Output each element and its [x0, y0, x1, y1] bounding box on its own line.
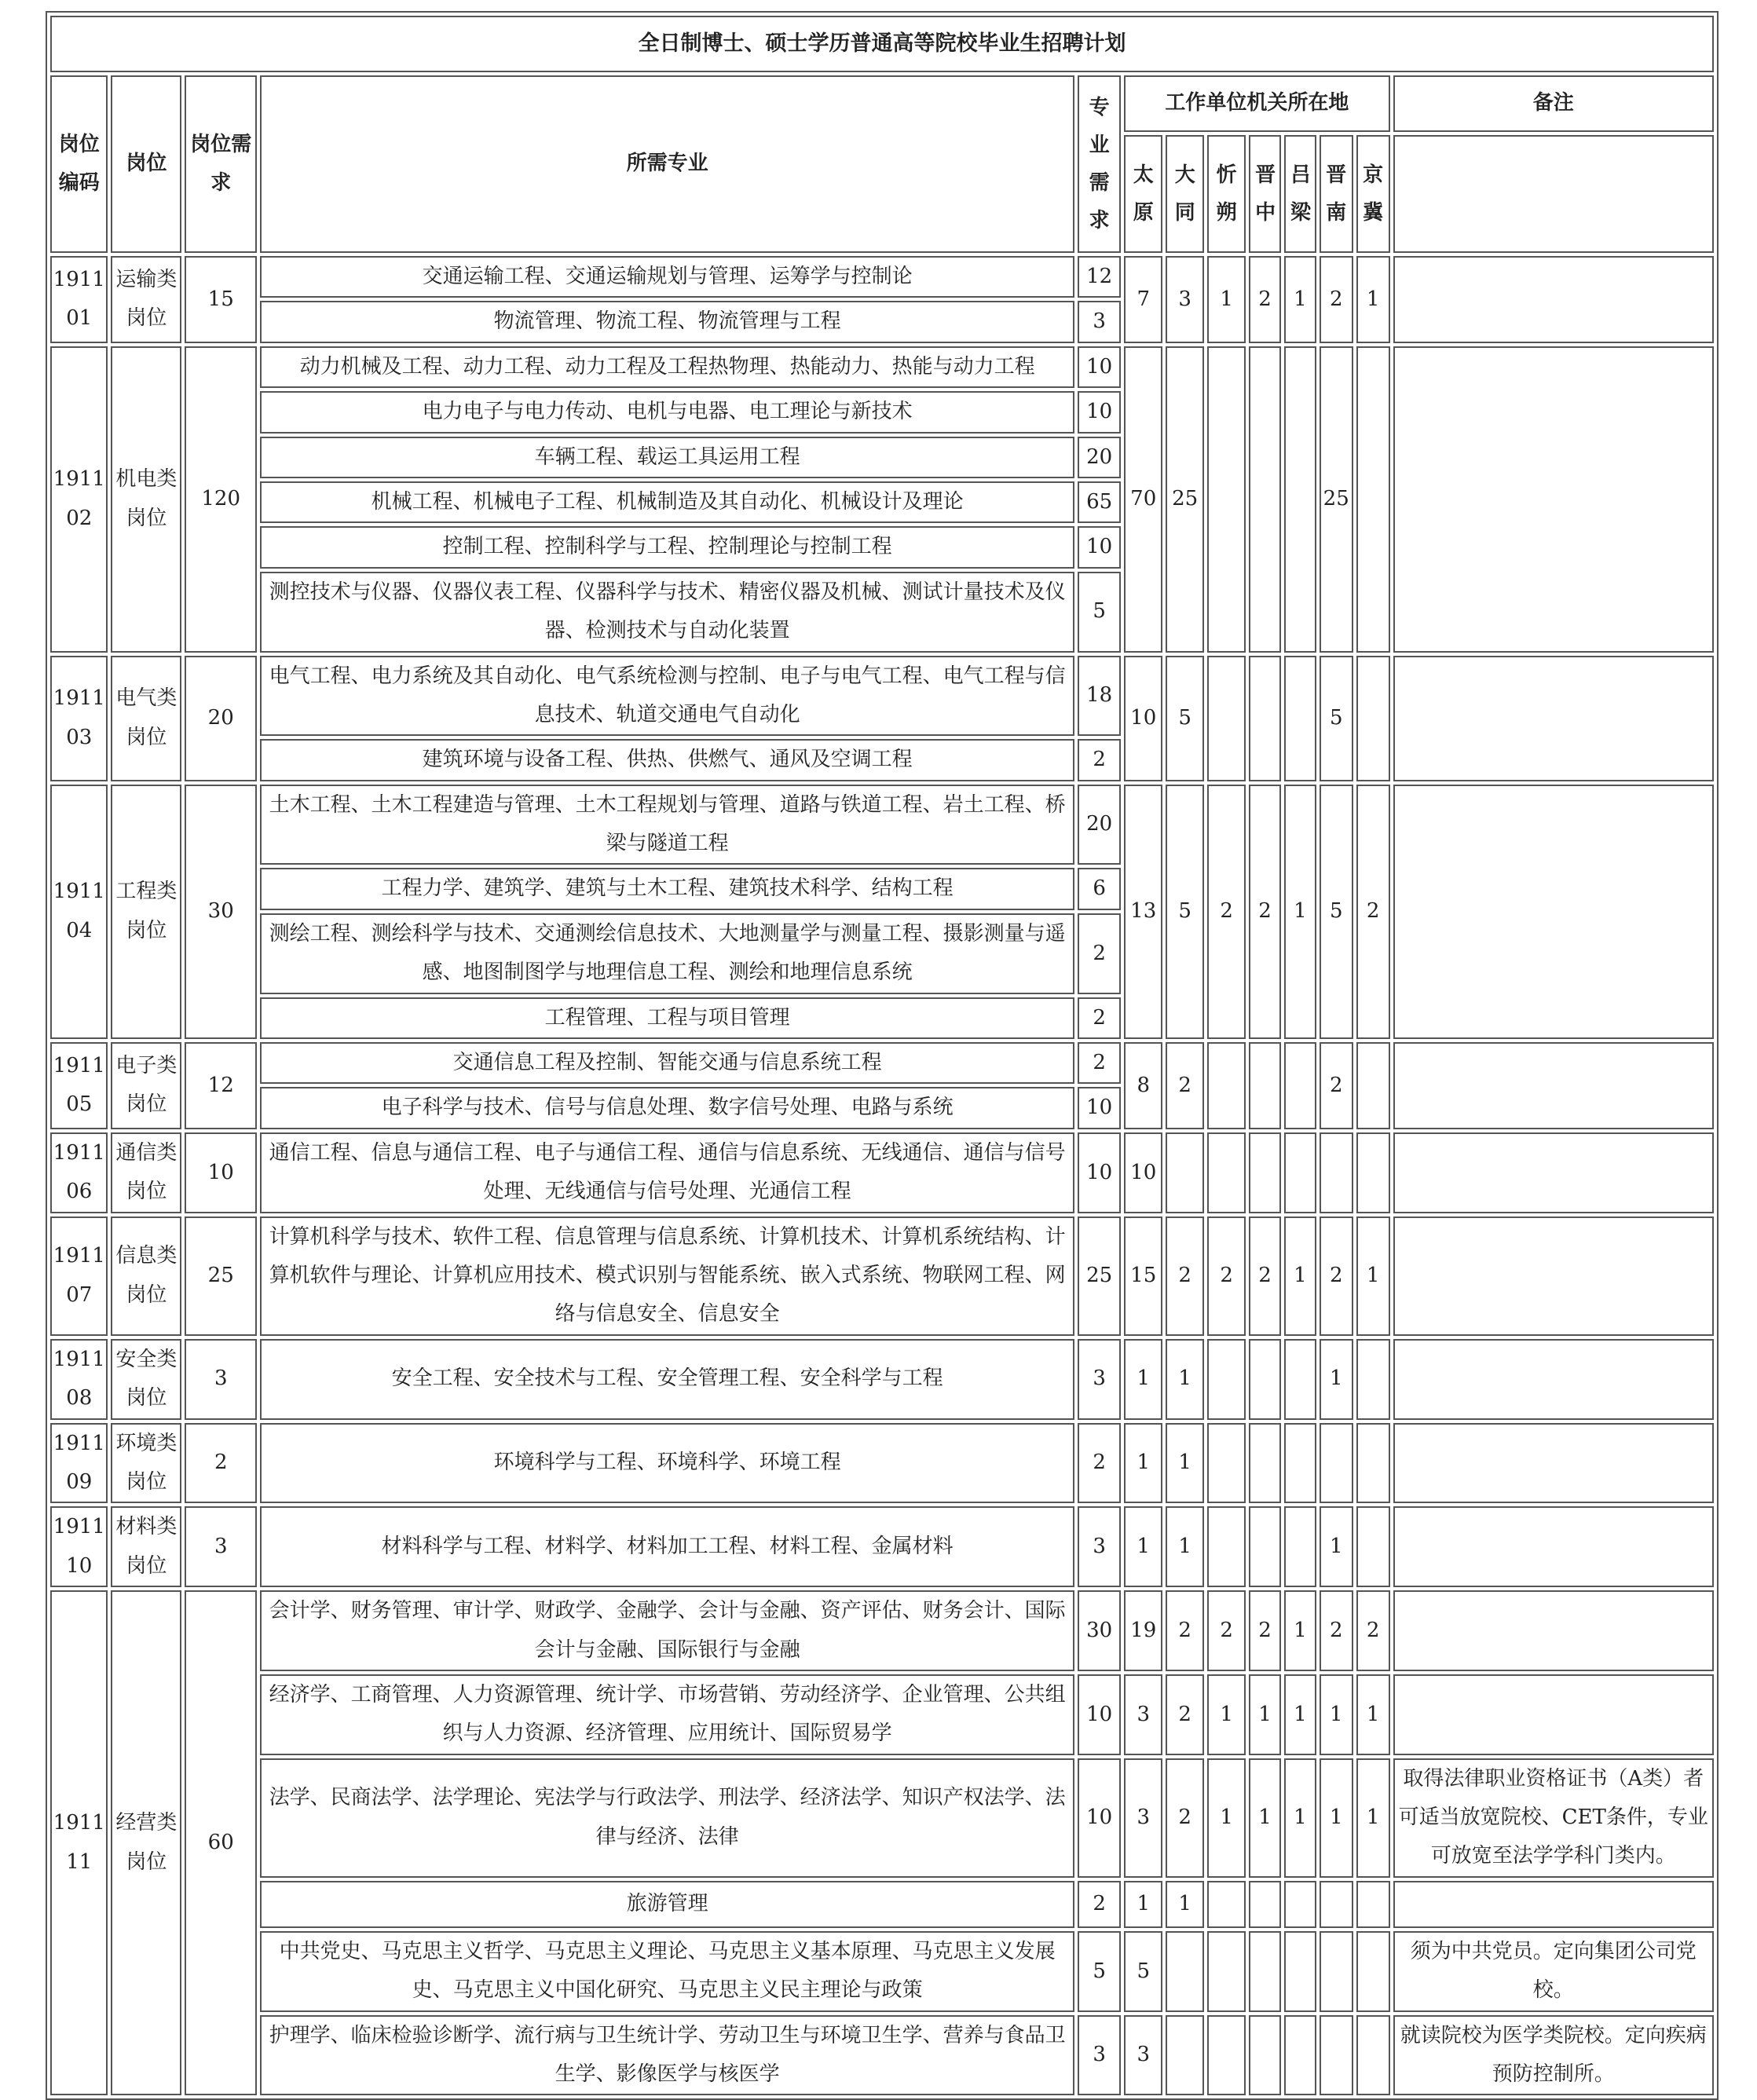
- post-demand-cell: 3: [185, 1506, 257, 1587]
- location-count-lvliang: [1284, 1339, 1316, 1420]
- location-count-jinzhong: 2: [1249, 1216, 1281, 1336]
- major-demand-cell: 20: [1078, 785, 1121, 865]
- majors-cell: 工程力学、建筑学、建筑与土木工程、建筑技术科学、结构工程: [260, 868, 1074, 909]
- remark-cell: [1393, 1132, 1714, 1213]
- location-count-jinzhong: 1: [1249, 1674, 1281, 1755]
- major-demand-cell: 65: [1078, 481, 1121, 523]
- location-count-lvliang: [1284, 1132, 1316, 1213]
- remark-cell: [1393, 1339, 1714, 1420]
- post-code-cell: 191107: [50, 1216, 108, 1336]
- table-row: [50, 346, 1714, 388]
- location-count-taiyuan: 13: [1124, 785, 1162, 1039]
- location-count-taiyuan: 1: [1124, 1423, 1162, 1504]
- header-post-demand: 岗位需求: [185, 75, 257, 253]
- location-count-datong: 1: [1166, 1423, 1204, 1504]
- major-demand-cell: 18: [1078, 656, 1121, 737]
- location-count-jingji: 1: [1356, 256, 1390, 343]
- location-count-lvliang: [1284, 1423, 1316, 1504]
- location-count-lvliang: [1284, 2015, 1316, 2096]
- location-count-jinzhong: [1249, 656, 1281, 781]
- table-row: [50, 256, 1714, 298]
- major-demand-cell: 2: [1078, 1042, 1121, 1084]
- location-count-taiyuan: 10: [1124, 1132, 1162, 1213]
- remark-cell: [1393, 1216, 1714, 1336]
- majors-cell: 通信工程、信息与通信工程、电子与通信工程、通信与信息系统、无线通信、通信与信号处理、无线通信与信号处理、光通信工程: [260, 1132, 1074, 1213]
- post-name-cell: 机电类岗位: [111, 346, 181, 653]
- location-count-taiyuan: 1: [1124, 1881, 1162, 1928]
- major-demand-cell: 25: [1078, 1216, 1121, 1336]
- location-count-xinshuo: [1207, 1423, 1246, 1504]
- header-remarks: 备注: [1393, 75, 1714, 132]
- majors-cell: 机械工程、机械电子工程、机械制造及其自动化、机械设计及理论: [260, 481, 1074, 523]
- post-name-cell: 电子类岗位: [111, 1042, 181, 1129]
- header-location-datong: 大同: [1166, 135, 1204, 253]
- majors-cell: 计算机科学与技术、软件工程、信息管理与信息系统、计算机技术、计算机系统结构、计算机软件与理论、计算机应用技术、模式识别与智能系统、嵌入式系统、物联网工程、网络与信息安全、信息安全: [260, 1216, 1074, 1336]
- major-demand-cell: 3: [1078, 301, 1121, 342]
- major-demand-cell: 2: [1078, 997, 1121, 1039]
- majors-cell: 电子科学与技术、信号与信息处理、数字信号处理、电路与系统: [260, 1087, 1074, 1129]
- majors-cell: 交通运输工程、交通运输规划与管理、运筹学与控制论: [260, 256, 1074, 298]
- location-count-xinshuo: [1207, 656, 1246, 781]
- remark-cell: [1393, 346, 1714, 653]
- location-count-jinnan: [1320, 1881, 1353, 1928]
- location-count-taiyuan: 15: [1124, 1216, 1162, 1336]
- location-count-taiyuan: 70: [1124, 346, 1162, 653]
- post-demand-cell: 20: [185, 656, 257, 781]
- location-count-datong: [1166, 1931, 1204, 2012]
- location-count-jinzhong: [1249, 1506, 1281, 1587]
- majors-cell: 测控技术与仪器、仪器仪表工程、仪器科学与技术、精密仪器及机械、测试计量技术及仪器、检测技术与自动化装置: [260, 572, 1074, 653]
- location-count-jinzhong: [1249, 1881, 1281, 1928]
- location-count-jinnan: [1320, 1931, 1353, 2012]
- table-row: [50, 1931, 1714, 2012]
- post-name-cell: 运输类岗位: [111, 256, 181, 343]
- remark-cell: [1393, 656, 1714, 781]
- location-count-lvliang: 1: [1284, 1758, 1316, 1878]
- majors-cell: 电气工程、电力系统及其自动化、电气系统检测与控制、电子与电气工程、电气工程与信息技术、轨道交通电气自动化: [260, 656, 1074, 737]
- location-count-jingji: [1356, 1881, 1390, 1928]
- location-count-taiyuan: 3: [1124, 1758, 1162, 1878]
- location-count-lvliang: [1284, 1042, 1316, 1129]
- post-name-cell: 信息类岗位: [111, 1216, 181, 1336]
- location-count-xinshuo: [1207, 2015, 1246, 2096]
- majors-cell: 动力机械及工程、动力工程、动力工程及工程热物理、热能动力、热能与动力工程: [260, 346, 1074, 388]
- location-count-taiyuan: 19: [1124, 1590, 1162, 1671]
- majors-cell: 环境科学与工程、环境科学、环境工程: [260, 1423, 1074, 1504]
- location-count-datong: 2: [1166, 1590, 1204, 1671]
- remark-cell: [1393, 1042, 1714, 1129]
- location-count-jinzhong: 2: [1249, 1590, 1281, 1671]
- post-code-cell: 191106: [50, 1132, 108, 1213]
- major-demand-cell: 10: [1078, 1758, 1121, 1878]
- location-count-lvliang: [1284, 1506, 1316, 1587]
- location-count-jingji: 1: [1356, 1674, 1390, 1755]
- major-demand-cell: 3: [1078, 1339, 1121, 1420]
- location-count-jinnan: [1320, 2015, 1353, 2096]
- location-count-xinshuo: [1207, 1339, 1246, 1420]
- major-demand-cell: 10: [1078, 1087, 1121, 1129]
- location-count-jingji: [1356, 1931, 1390, 2012]
- post-code-cell: 191110: [50, 1506, 108, 1587]
- location-count-datong: 2: [1166, 1216, 1204, 1336]
- location-count-jingji: [1356, 1423, 1390, 1504]
- location-count-taiyuan: 5: [1124, 1931, 1162, 2012]
- location-count-jinnan: 2: [1320, 1042, 1353, 1129]
- table-body: [50, 16, 1714, 2095]
- location-count-jingji: 1: [1356, 1216, 1390, 1336]
- location-count-jinnan: 5: [1320, 656, 1353, 781]
- location-count-taiyuan: 7: [1124, 256, 1162, 343]
- location-count-datong: [1166, 2015, 1204, 2096]
- post-demand-cell: 2: [185, 1423, 257, 1504]
- table-row: [50, 785, 1714, 865]
- location-count-datong: 5: [1166, 656, 1204, 781]
- location-count-xinshuo: [1207, 1931, 1246, 2012]
- majors-cell: 旅游管理: [260, 1881, 1074, 1928]
- location-count-taiyuan: 3: [1124, 2015, 1162, 2096]
- post-code-cell: 191103: [50, 656, 108, 781]
- location-count-jinzhong: [1249, 1423, 1281, 1504]
- header-code: 岗位编码: [50, 75, 108, 253]
- majors-cell: 材料科学与工程、材料学、材料加工工程、材料工程、金属材料: [260, 1506, 1074, 1587]
- majors-cell: 经济学、工商管理、人力资源管理、统计学、市场营销、劳动经济学、企业管理、公共组织与人力资源、经济管理、应用统计、国际贸易学: [260, 1674, 1074, 1755]
- location-count-taiyuan: 8: [1124, 1042, 1162, 1129]
- major-demand-cell: 20: [1078, 437, 1121, 478]
- remark-cell: [1393, 1881, 1714, 1928]
- location-count-jingji: [1356, 1506, 1390, 1587]
- post-demand-cell: 60: [185, 1590, 257, 2095]
- location-count-lvliang: [1284, 1931, 1316, 2012]
- location-count-jingji: [1356, 1339, 1390, 1420]
- major-demand-cell: 5: [1078, 1931, 1121, 2012]
- majors-cell: 电力电子与电力传动、电机与电器、电工理论与新技术: [260, 391, 1074, 433]
- location-count-taiyuan: 1: [1124, 1506, 1162, 1587]
- recruitment-plan-sheet: [46, 11, 1719, 2100]
- location-count-jingji: [1356, 346, 1390, 653]
- remark-cell: [1393, 785, 1714, 1039]
- location-count-jinnan: [1320, 1423, 1353, 1504]
- header-location-group: 工作单位机关所在地: [1124, 75, 1389, 132]
- majors-cell: 工程管理、工程与项目管理: [260, 997, 1074, 1039]
- location-count-datong: 1: [1166, 1339, 1204, 1420]
- location-count-jinnan: 2: [1320, 1590, 1353, 1671]
- location-count-xinshuo: [1207, 1881, 1246, 1928]
- location-count-jinzhong: 2: [1249, 785, 1281, 1039]
- majors-cell: 建筑环境与设备工程、供热、供燃气、通风及空调工程: [260, 739, 1074, 781]
- header-location-taiyuan: 太原: [1124, 135, 1162, 253]
- location-count-lvliang: [1284, 1881, 1316, 1928]
- remark-cell: [1393, 256, 1714, 343]
- location-count-jingji: 2: [1356, 1590, 1390, 1671]
- location-count-xinshuo: [1207, 1132, 1246, 1213]
- post-code-cell: 191108: [50, 1339, 108, 1420]
- location-count-datong: 25: [1166, 346, 1204, 653]
- post-code-cell: 191102: [50, 346, 108, 653]
- table-row: [50, 2015, 1714, 2096]
- major-demand-cell: 3: [1078, 1506, 1121, 1587]
- table-row: [50, 1674, 1714, 1755]
- post-demand-cell: 15: [185, 256, 257, 343]
- location-count-jingji: [1356, 2015, 1390, 2096]
- post-name-cell: 电气类岗位: [111, 656, 181, 781]
- remark-cell: [1393, 1674, 1714, 1755]
- location-count-lvliang: 1: [1284, 785, 1316, 1039]
- location-count-xinshuo: 1: [1207, 1674, 1246, 1755]
- major-demand-cell: 10: [1078, 346, 1121, 388]
- location-count-lvliang: 1: [1284, 1590, 1316, 1671]
- post-code-cell: 191104: [50, 785, 108, 1039]
- post-demand-cell: 30: [185, 785, 257, 1039]
- location-count-jinzhong: 2: [1249, 256, 1281, 343]
- remark-cell: [1393, 1506, 1714, 1587]
- remark-cell: 须为中共党员。定向集团公司党校。: [1393, 1931, 1714, 2012]
- header-location-xinshuo: 忻朔: [1207, 135, 1246, 253]
- location-count-taiyuan: 3: [1124, 1674, 1162, 1755]
- header-location-lvliang: 吕梁: [1284, 135, 1316, 253]
- location-count-jinzhong: [1249, 346, 1281, 653]
- table-row: [50, 1881, 1714, 1928]
- header-location-jingji: 京冀: [1356, 135, 1390, 253]
- location-count-xinshuo: 2: [1207, 1590, 1246, 1671]
- post-demand-cell: 25: [185, 1216, 257, 1336]
- header-post: 岗位: [111, 75, 181, 253]
- major-demand-cell: 10: [1078, 391, 1121, 433]
- table-row: [50, 1590, 1714, 1671]
- header-location-jinzhong: 晋中: [1249, 135, 1281, 253]
- location-count-xinshuo: [1207, 1506, 1246, 1587]
- location-count-jinnan: 1: [1320, 1506, 1353, 1587]
- location-count-jinzhong: [1249, 1132, 1281, 1213]
- major-demand-cell: 10: [1078, 1674, 1121, 1755]
- major-demand-cell: 10: [1078, 1132, 1121, 1213]
- post-name-cell: 环境类岗位: [111, 1423, 181, 1504]
- table-row: [50, 1423, 1714, 1504]
- location-count-jingji: [1356, 1042, 1390, 1129]
- majors-cell: 测绘工程、测绘科学与技术、交通测绘信息技术、大地测量学与测量工程、摄影测量与遥感、地图制图学与地理信息工程、测绘和地理信息系统: [260, 913, 1074, 994]
- location-count-jingji: 2: [1356, 785, 1390, 1039]
- table-row: [50, 1132, 1714, 1213]
- location-count-jinnan: 1: [1320, 1674, 1353, 1755]
- location-count-jinzhong: [1249, 1339, 1281, 1420]
- location-count-taiyuan: 1: [1124, 1339, 1162, 1420]
- post-demand-cell: 3: [185, 1339, 257, 1420]
- location-count-xinshuo: 2: [1207, 1216, 1246, 1336]
- location-count-lvliang: 1: [1284, 1674, 1316, 1755]
- post-demand-cell: 120: [185, 346, 257, 653]
- major-demand-cell: 12: [1078, 256, 1121, 298]
- major-demand-cell: 2: [1078, 1881, 1121, 1928]
- post-demand-cell: 12: [185, 1042, 257, 1129]
- table-row: [50, 1506, 1714, 1587]
- location-count-datong: 2: [1166, 1042, 1204, 1129]
- table-title: 全日制博士、硕士学历普通高等院校毕业生招聘计划: [50, 16, 1714, 72]
- location-count-datong: 2: [1166, 1674, 1204, 1755]
- majors-cell: 法学、民商法学、法学理论、宪法学与行政法学、刑法学、经济法学、知识产权法学、法律与经济、法律: [260, 1758, 1074, 1878]
- location-count-datong: 1: [1166, 1506, 1204, 1587]
- remark-cell: 取得法律职业资格证书（A类）者可适当放宽院校、CET条件，专业可放宽至法学学科门类内。: [1393, 1758, 1714, 1878]
- majors-cell: 交通信息工程及控制、智能交通与信息系统工程: [260, 1042, 1074, 1084]
- location-count-jinnan: 1: [1320, 1758, 1353, 1878]
- major-demand-cell: 2: [1078, 913, 1121, 994]
- remark-cell: 就读院校为医学类院校。定向疾病预防控制所。: [1393, 2015, 1714, 2096]
- majors-cell: 车辆工程、载运工具运用工程: [260, 437, 1074, 478]
- major-demand-cell: 6: [1078, 868, 1121, 909]
- location-count-lvliang: 1: [1284, 1216, 1316, 1336]
- location-count-jinnan: 2: [1320, 1216, 1353, 1336]
- location-count-datong: 3: [1166, 256, 1204, 343]
- table-row: [50, 1042, 1714, 1084]
- major-demand-cell: 2: [1078, 739, 1121, 781]
- major-demand-cell: 30: [1078, 1590, 1121, 1671]
- location-count-lvliang: [1284, 656, 1316, 781]
- remark-cell: [1393, 1423, 1714, 1504]
- majors-cell: 控制工程、控制科学与工程、控制理论与控制工程: [260, 526, 1074, 568]
- table-row: [50, 1339, 1714, 1420]
- location-count-jingji: [1356, 1132, 1390, 1213]
- post-name-cell: 经营类岗位: [111, 1590, 181, 2095]
- header-majors: 所需专业: [260, 75, 1074, 253]
- location-count-jingji: [1356, 656, 1390, 781]
- location-count-datong: [1166, 1132, 1204, 1213]
- location-count-lvliang: [1284, 346, 1316, 653]
- location-count-jinzhong: [1249, 1042, 1281, 1129]
- location-count-xinshuo: 1: [1207, 1758, 1246, 1878]
- header-remarks-blank: [1393, 135, 1714, 253]
- post-code-cell: 191109: [50, 1423, 108, 1504]
- majors-cell: 中共党史、马克思主义哲学、马克思主义理论、马克思主义基本原理、马克思主义发展史、马克思主义中国化研究、马克思主义民主理论与政策: [260, 1931, 1074, 2012]
- location-count-jinnan: 1: [1320, 1339, 1353, 1420]
- location-count-lvliang: 1: [1284, 256, 1316, 343]
- location-count-xinshuo: 2: [1207, 785, 1246, 1039]
- post-code-cell: 191111: [50, 1590, 108, 2095]
- location-count-jinzhong: [1249, 2015, 1281, 2096]
- location-count-taiyuan: 10: [1124, 656, 1162, 781]
- major-demand-cell: 3: [1078, 2015, 1121, 2096]
- post-name-cell: 材料类岗位: [111, 1506, 181, 1587]
- post-name-cell: 工程类岗位: [111, 785, 181, 1039]
- location-count-xinshuo: 1: [1207, 256, 1246, 343]
- location-count-jinnan: [1320, 1132, 1353, 1213]
- location-count-jinnan: 5: [1320, 785, 1353, 1039]
- majors-cell: 护理学、临床检验诊断学、流行病与卫生统计学、劳动卫生与环境卫生学、营养与食品卫生学、影像医学与核医学: [260, 2015, 1074, 2096]
- location-count-datong: 2: [1166, 1758, 1204, 1878]
- location-count-xinshuo: [1207, 1042, 1246, 1129]
- majors-cell: 土木工程、土木工程建造与管理、土木工程规划与管理、道路与铁道工程、岩土工程、桥梁与隧道工程: [260, 785, 1074, 865]
- location-count-jinnan: 25: [1320, 346, 1353, 653]
- major-demand-cell: 10: [1078, 526, 1121, 568]
- header-major-demand: 专业需求: [1078, 75, 1121, 253]
- location-count-jinnan: 2: [1320, 256, 1353, 343]
- post-demand-cell: 10: [185, 1132, 257, 1213]
- post-name-cell: 安全类岗位: [111, 1339, 181, 1420]
- post-code-cell: 191105: [50, 1042, 108, 1129]
- table-row: [50, 1758, 1714, 1878]
- majors-cell: 会计学、财务管理、审计学、财政学、金融学、会计与金融、资产评估、财务会计、国际会计与金融、国际银行与金融: [260, 1590, 1074, 1671]
- location-count-jingji: 1: [1356, 1758, 1390, 1878]
- major-demand-cell: 5: [1078, 572, 1121, 653]
- post-code-cell: 191101: [50, 256, 108, 343]
- major-demand-cell: 2: [1078, 1423, 1121, 1504]
- location-count-jinzhong: [1249, 1931, 1281, 2012]
- location-count-jinzhong: 1: [1249, 1758, 1281, 1878]
- location-count-xinshuo: [1207, 346, 1246, 653]
- header-location-jinnan: 晋南: [1320, 135, 1353, 253]
- majors-cell: 安全工程、安全技术与工程、安全管理工程、安全科学与工程: [260, 1339, 1074, 1420]
- majors-cell: 物流管理、物流工程、物流管理与工程: [260, 301, 1074, 342]
- table-row: [50, 656, 1714, 737]
- table-row: [50, 1216, 1714, 1336]
- remark-cell: [1393, 1590, 1714, 1671]
- location-count-datong: 5: [1166, 785, 1204, 1039]
- post-name-cell: 通信类岗位: [111, 1132, 181, 1213]
- location-count-datong: 1: [1166, 1881, 1204, 1928]
- recruitment-plan-table: [46, 11, 1719, 2100]
